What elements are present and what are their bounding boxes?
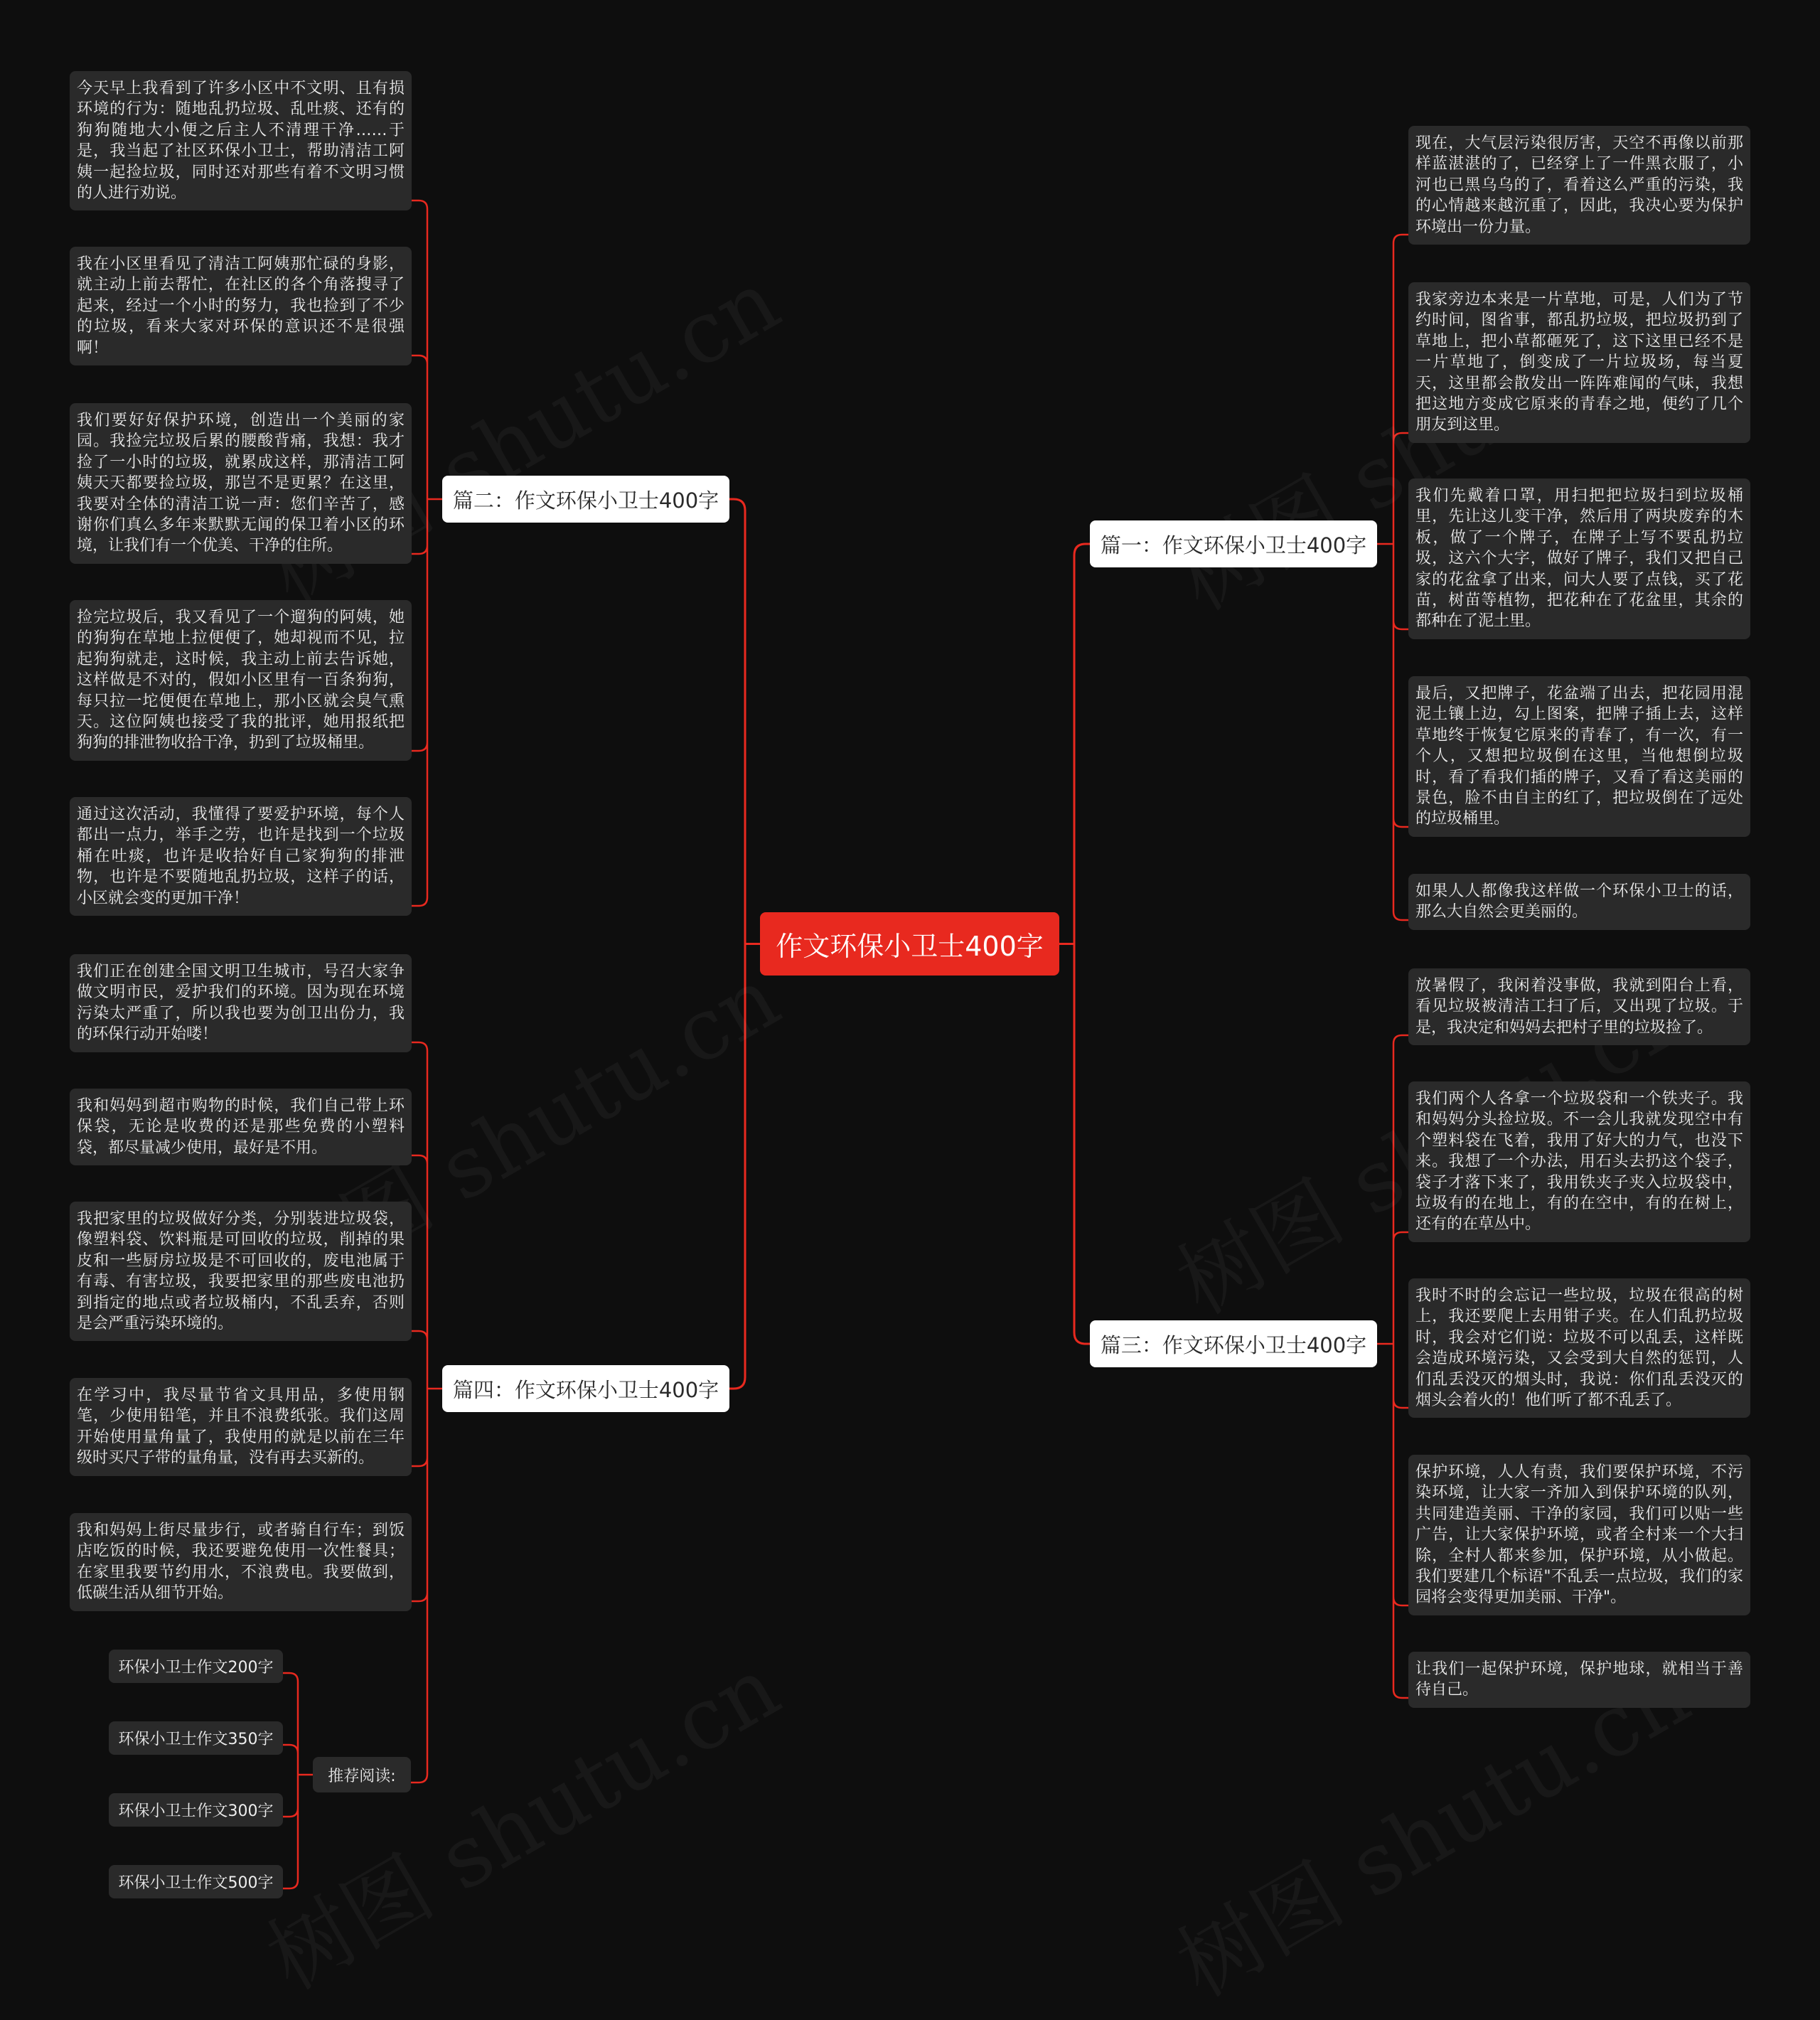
connector-b1-leaves [1377,235,1408,920]
connector-root-b4 [729,944,760,1389]
root-topic[interactable]: 作文环保小卫士400字 [760,912,1059,976]
paragraph-node[interactable]: 通过这次活动，我懂得了要爱护环境，每个人都出一点力，举手之劳，也许是找到一个垃圾桶在吐痰，也许是收拾好自己家狗狗的排泄物，也许是不要随地乱扔垃圾，这样子的话，小区就会变的更加干净！ [70,797,412,916]
paragraph-node[interactable]: 我们先戴着口罩，用扫把把垃圾扫到垃圾桶里，先让这儿变干净，然后用了两块废弃的木板，做了一个牌子，在牌子上写不要乱扔垃圾，这六个大字，做好了牌子，我们又把自己家的花盆拿了出来，问大人要了点钱，买了花苗，树苗等植物，把花种在了花盆里，其余的都种在了泥土里。 [1408,479,1750,639]
connector-root-b3 [1059,944,1090,1345]
paragraph-node[interactable]: 放暑假了，我闲着没事做，我就到阳台上看，看见垃圾被清洁工扫了后，又出现了垃圾。于是，我决定和妈妈去把村子里的垃圾捡了。 [1408,968,1750,1045]
paragraph-node[interactable]: 我时不时的会忘记一些垃圾，垃圾在很高的树上，我还要爬上去用钳子夹。在人们乱扔垃圾时，我会对它们说：垃圾不可以乱丢，这样既会造成环境污染，又会受到大自然的惩罚，人们乱丢没灭的烟头时，我说：你们乱丢没灭的烟头会着火的！他们听了都不乱丢了。 [1408,1278,1750,1418]
paragraph-node[interactable]: 我和妈妈到超市购物的时候，我们自己带上环保袋，无论是收费的还是那些免费的小塑料袋，都尽量减少使用，最好是不用。 [70,1089,412,1165]
connector-b4-leaves [411,1042,442,1783]
paragraph-node[interactable]: 在学习中，我尽量节省文具用品，多使用钢笔，少使用铅笔，并且不浪费纸张。我们这周开始使用量角量了，我使用的就是以前在三年级时买尺子带的量角量，没有再去买新的。 [70,1378,412,1476]
paragraph-node[interactable]: 如果人人都像我这样做一个环保小卫士的话，那么大自然会更美丽的。 [1408,874,1750,930]
paragraph-node[interactable]: 最后，又把牌子，花盆端了出去，把花园用混泥土镶上边，勾上图案，把牌子插上去，这样草地终于恢复它原来的青春了，有一次，有一个人，又想把垃圾倒在这里，当他想倒垃圾时，看了看我们插的牌子，又看了看这美丽的景色，脸不由自主的红了，把垃圾倒在了远处的垃圾桶里。 [1408,676,1750,837]
paragraph-node[interactable]: 我在小区里看见了清洁工阿姨那忙碌的身影，就主动上前去帮忙，在社区的各个角落搜寻了起来，经过一个小时的努力，我也捡到了不少的垃圾，看来大家对环保的意识还不是很强啊！ [70,247,412,365]
paragraph-node[interactable]: 我家旁边本来是一片草地，可是，人们为了节约时间，图省事，都乱扔垃圾，把垃圾扔到了草地上，把小草都砸死了，这下这里已经不是一片草地了，倒变成了一片垃圾场，每当夏天，这里都会散发出一阵阵难闻的气味，我想把这地方变成它原来的青春之地，便约了几个朋友到这里。 [1408,282,1750,443]
paragraph-node[interactable]: 保护环境，人人有责，我们要保护环境，不污染环境，让大家一齐加入到保护环境的队列，共同建造美丽、干净的家园，我们可以贴一些广告，让大家保护环境，或者全村来一个大扫除，全村人都来参加，保护环境，从小做起。我们要建几个标语"不乱丢一点垃圾，我们的家园将会变得更加美丽、干净"。 [1408,1455,1750,1615]
paragraph-node[interactable]: 我把家里的垃圾做好分类，分别装进垃圾袋，像塑料袋、饮料瓶是可回收的垃圾，削掉的果皮和一些厨房垃圾是不可回收的，废电池属于有毒、有害垃圾，我要把家里的那些废电池扔到指定的地点或者垃圾桶内，不乱丢弃，否则是会严重污染环境的。 [70,1202,412,1341]
recommend-link[interactable]: 环保小卫士作文350字 [109,1721,283,1755]
paragraph-node[interactable]: 我们两个人各拿一个垃圾袋和一个铁夹子。我和妈妈分头捡垃圾。不一会儿我就发现空中有个塑料袋在飞着，我用了好大的力气，也没下来。我想了一个办法，用石头去扔这个袋子，袋子才落下来了，我用铁夹子夹入垃圾袋中，垃圾有的在地上，有的在空中，有的在树上，还有的在草丛中。 [1408,1081,1750,1242]
connector-root-b2 [729,499,760,944]
paragraph-node[interactable]: 我们正在创建全国文明卫生城市，号召大家争做文明市民，爱护我们的环境。因为现在环境污染太严重了，所以我也要为创卫出份力，我的环保行动开始喽！ [70,954,412,1052]
paragraph-node[interactable]: 我们要好好保护环境，创造出一个美丽的家园。我捡完垃圾后累的腰酸背痛，我想：我才捡了一小时的垃圾，就累成这样，那清洁工阿姨天天都要捡垃圾，那岂不是更累？在这里，我要对全体的清洁工说一声：您们辛苦了，感谢你们真么多年来默默无闻的保卫着小区的环境，让我们有一个优美、干净的住所。 [70,403,412,564]
paragraph-node[interactable]: 我和妈妈上街尽量步行，或者骑自行车；到饭店吃饭的时候，我还要避免使用一次性餐具；在家里我要节约用水，不浪费电。我要做到，低碳生活从细节开始。 [70,1513,412,1611]
branch-pian-2[interactable]: 篇二：作文环保小卫士400字 [442,476,729,523]
branch-pian-3[interactable]: 篇三：作文环保小卫士400字 [1090,1320,1377,1367]
recommend-link[interactable]: 环保小卫士作文500字 [109,1865,283,1898]
connector-root-b1 [1059,544,1090,944]
recommend-link[interactable]: 环保小卫士作文300字 [109,1793,283,1827]
branch-pian-4[interactable]: 篇四：作文环保小卫士400字 [442,1365,729,1412]
recommend-label[interactable]: 推荐阅读: [313,1757,411,1792]
recommend-link[interactable]: 环保小卫士作文200字 [109,1650,283,1683]
paragraph-node[interactable]: 现在，大气层污染很厉害，天空不再像以前那样蓝湛湛的了，已经穿上了一件黑衣服了，小河也已黑乌乌的了，看着这么严重的污染，我的心情越来越沉重了，因此，我决心要为保护环境出一份力量。 [1408,126,1750,245]
paragraph-node[interactable]: 捡完垃圾后，我又看见了一个遛狗的阿姨，她的狗狗在草地上拉便便了，她却视而不见，拉起狗狗就走，这时候，我主动上前去告诉她，这样做是不对的，假如小区里有一百条狗狗，每只拉一坨便便在草地上，那小区就会臭气熏天。这位阿姨也接受了我的批评，她用报纸把狗狗的排泄物收拾干净，扔到了垃圾桶里。 [70,600,412,761]
paragraph-node[interactable]: 让我们一起保护环境，保护地球，就相当于善待自己。 [1408,1652,1750,1708]
connector-b3-leaves [1377,1035,1408,1698]
paragraph-node[interactable]: 今天早上我看到了许多小区中不文明、且有损环境的行为：随地乱扔垃圾、乱吐痰、还有的狗狗随地大小便之后主人不清理干净……于是，我当起了社区环保小卫士，帮助清洁工阿姨一起捡垃圾，同时还对那些有着不文明习惯的人进行劝说。 [70,71,412,210]
connector-b2-leaves [412,201,442,906]
branch-pian-1[interactable]: 篇一：作文环保小卫士400字 [1090,520,1377,567]
connector-recommend-links [283,1673,313,1888]
